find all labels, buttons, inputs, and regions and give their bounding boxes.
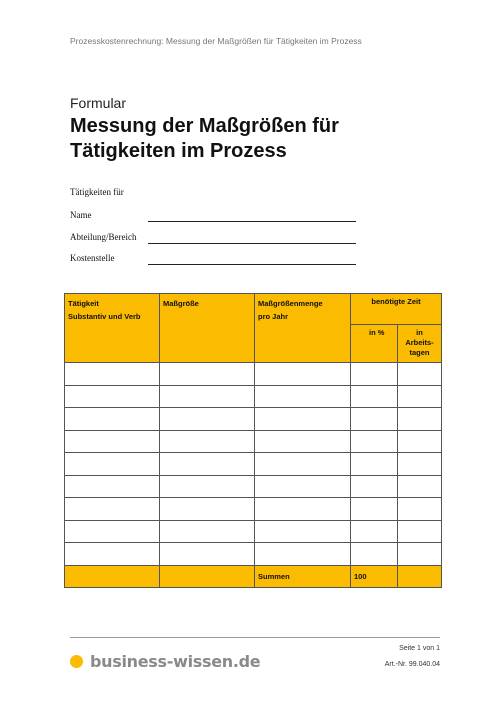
summary-row [65,565,442,587]
header-percent-label: in % [369,328,385,337]
table-cell[interactable] [255,408,351,431]
table-cell[interactable] [351,498,398,521]
table-cell[interactable] [398,453,442,476]
table-cell[interactable] [160,520,255,543]
table-row [65,363,442,386]
table-cell[interactable] [351,430,398,453]
table-cell[interactable] [351,475,398,498]
document-type: Formular [70,95,127,111]
table-cell[interactable] [398,498,442,521]
cost-center-label: Kostenstelle [70,253,115,263]
header-days [398,325,442,363]
form-heading: Tätigkeiten für [70,187,124,197]
table-cell[interactable] [160,498,255,521]
header-days-label: in Arbeits- tagen [405,328,434,357]
table-row [65,475,442,498]
header-time-label: benötigte Zeit [371,297,421,306]
table-cell[interactable] [160,385,255,408]
table-cell[interactable] [160,453,255,476]
table-cell[interactable] [160,543,255,566]
table-cell[interactable] [65,385,160,408]
table-row [65,430,442,453]
header-activity [65,294,160,363]
table-cell[interactable] [65,430,160,453]
header-activity-label: Tätigkeit [68,299,99,308]
article-number: Art.-Nr. 99.040.04 [384,661,440,668]
table-cell[interactable] [255,543,351,566]
table-cell[interactable] [255,385,351,408]
table-cell[interactable] [160,475,255,498]
table-cell[interactable] [65,408,160,431]
table-cell[interactable] [65,363,160,386]
table-cell[interactable] [398,520,442,543]
summary-label: Summen [258,571,290,581]
table-cell[interactable] [255,475,351,498]
table-cell[interactable] [255,453,351,476]
table-row [65,520,442,543]
header-quantity-sub: pro Jahr [258,312,289,321]
footer-divider [70,637,440,638]
table-row [65,408,442,431]
table-cell[interactable] [255,520,351,543]
table-cell[interactable] [160,363,255,386]
name-label: Name [70,210,92,220]
table-cell[interactable] [65,453,160,476]
table-cell[interactable] [255,430,351,453]
table-cell[interactable] [65,498,160,521]
header-measure-label: Maßgröße [163,299,199,308]
measurement-table [64,293,442,588]
table-cell[interactable] [160,408,255,431]
table-cell[interactable] [65,520,160,543]
table-cell[interactable] [351,520,398,543]
header-activity-sub: Substantiv und Verb [68,312,141,321]
name-input-line[interactable] [148,221,356,222]
table-cell[interactable] [255,363,351,386]
header-quantity [255,294,351,363]
table-cell[interactable] [398,385,442,408]
table-cell[interactable] [351,543,398,566]
table-row [65,543,442,566]
summary-label-cell [255,565,351,587]
header-quantity-label: Maßgrößenmenge [258,299,323,308]
summary-cell-measure [160,565,255,587]
table-cell[interactable] [351,453,398,476]
header-measure [160,294,255,363]
summary-percent-value: 100 [354,571,367,581]
table-row [65,498,442,521]
header-percent [351,325,398,363]
table-cell[interactable] [351,385,398,408]
logo-text: business-wissen.de [90,652,261,671]
logo-dot-icon [70,655,83,668]
table-cell[interactable] [351,363,398,386]
table-cell[interactable] [351,408,398,431]
table-cell[interactable] [398,363,442,386]
summary-days-cell[interactable] [398,565,442,587]
table-row [65,385,442,408]
table-cell[interactable] [65,475,160,498]
summary-cell-activity [65,565,160,587]
table-cell[interactable] [398,430,442,453]
department-label: Abteilung/Bereich [70,232,137,242]
table-cell[interactable] [65,543,160,566]
running-header: Prozesskostenrechnung: Messung der Maßgrößen für Tätigkeiten im Prozess [70,36,362,46]
table-cell[interactable] [398,408,442,431]
table-cell[interactable] [398,543,442,566]
table-cell[interactable] [255,498,351,521]
table-cell[interactable] [398,475,442,498]
table-header-row [65,294,442,325]
table-body [65,363,442,566]
document-title: Messung der Maßgrößen für Tätigkeiten im Prozess [70,115,339,162]
summary-percent-cell [351,565,398,587]
table-cell[interactable] [160,430,255,453]
page-number: Seite 1 von 1 [399,645,440,652]
header-time [351,294,442,325]
table-row [65,453,442,476]
cost-center-input-line[interactable] [148,264,356,265]
department-input-line[interactable] [148,243,356,244]
